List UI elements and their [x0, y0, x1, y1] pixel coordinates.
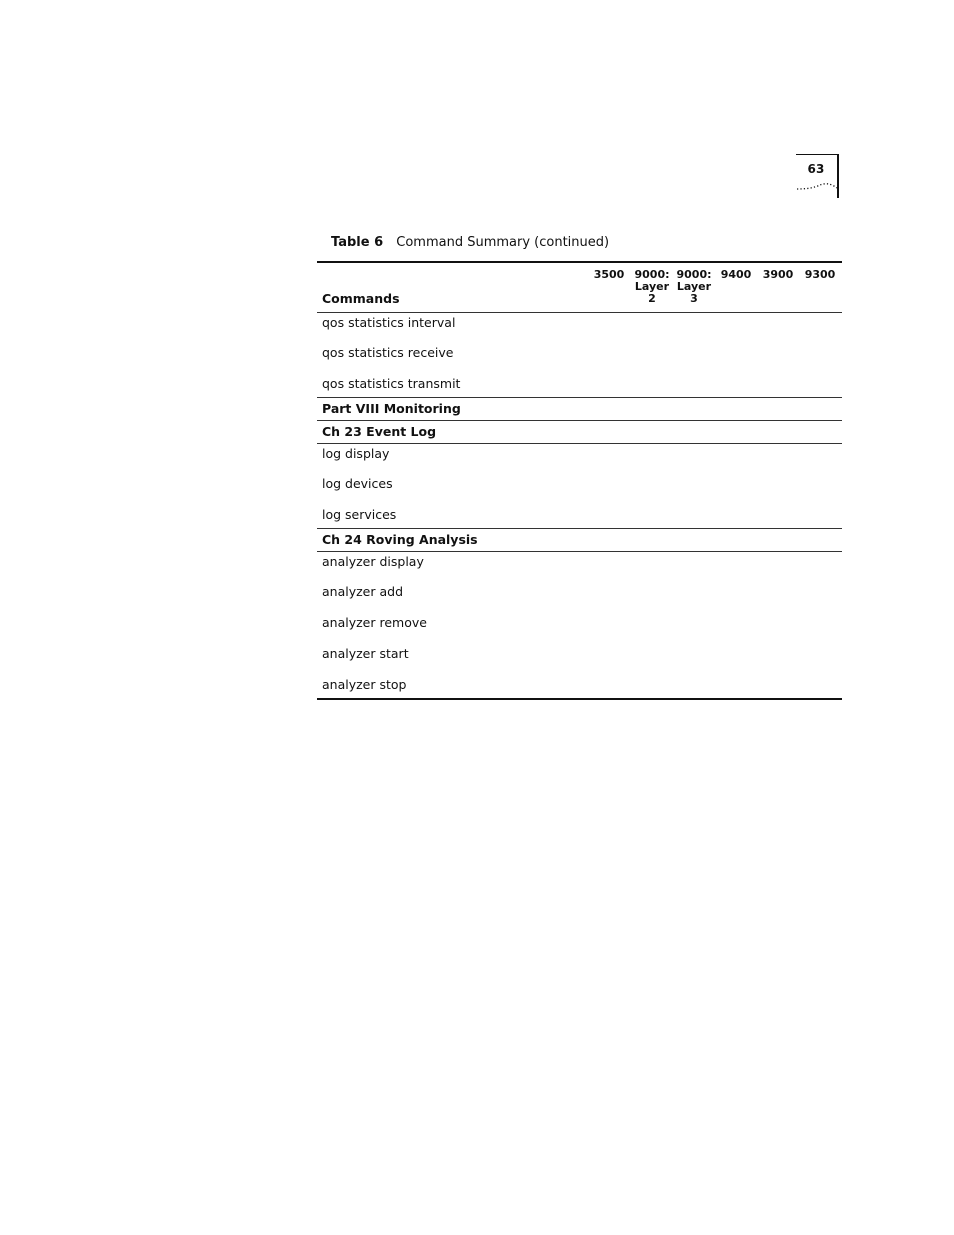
column-header-text: 9300	[804, 268, 836, 281]
column-header-text: Layer	[676, 280, 712, 293]
page-number-mark	[796, 154, 839, 198]
section-heading-part-viii: Part VIII Monitoring	[322, 401, 461, 416]
table-row: qos statistics interval	[322, 315, 456, 330]
section-heading-ch-23: Ch 23 Event Log	[322, 424, 437, 439]
column-header-text: 9400	[720, 268, 752, 281]
column-header-text: 3500	[593, 268, 625, 281]
table-caption	[331, 235, 609, 250]
table-caption-label: Table 6	[331, 235, 384, 250]
commands-column-header: Commands	[322, 291, 400, 306]
table-row: analyzer add	[322, 584, 404, 599]
table-row: log display	[322, 446, 390, 461]
section-heading-ch-24: Ch 24 Roving Analysis	[322, 532, 478, 547]
table-row: log services	[322, 507, 397, 522]
column-header-text: 9000:	[634, 268, 670, 281]
column-header-9000-layer-2	[632, 269, 672, 305]
dotted-curve-ornament	[796, 180, 838, 190]
table-row: analyzer remove	[322, 615, 427, 630]
table-caption-title: Command Summary (continued)	[396, 235, 610, 250]
table-header	[317, 263, 842, 312]
table-bottom-rule	[317, 698, 842, 700]
table-row: analyzer start	[322, 646, 409, 661]
column-header-9000-layer-3	[674, 269, 714, 305]
column-header-9400	[716, 269, 756, 281]
column-header-text: 2	[648, 292, 656, 305]
column-header-text: 3900	[762, 268, 794, 281]
page-number: 63	[807, 162, 825, 176]
column-header-9300	[800, 269, 840, 281]
column-header-text: 9000:	[676, 268, 712, 281]
table-row: qos statistics receive	[322, 345, 454, 360]
table-row: analyzer stop	[322, 677, 407, 692]
page-mark-top-rule	[796, 154, 838, 155]
command-summary-table	[317, 261, 842, 700]
column-header-3900	[758, 269, 798, 281]
column-header-3500	[589, 269, 629, 281]
column-header-text: 3	[690, 292, 698, 305]
column-header-text: Layer	[634, 280, 670, 293]
table-row: analyzer display	[322, 554, 424, 569]
table-row: qos statistics transmit	[322, 376, 461, 391]
page-mark-side-rule	[837, 154, 839, 198]
table-row: log devices	[322, 476, 393, 491]
